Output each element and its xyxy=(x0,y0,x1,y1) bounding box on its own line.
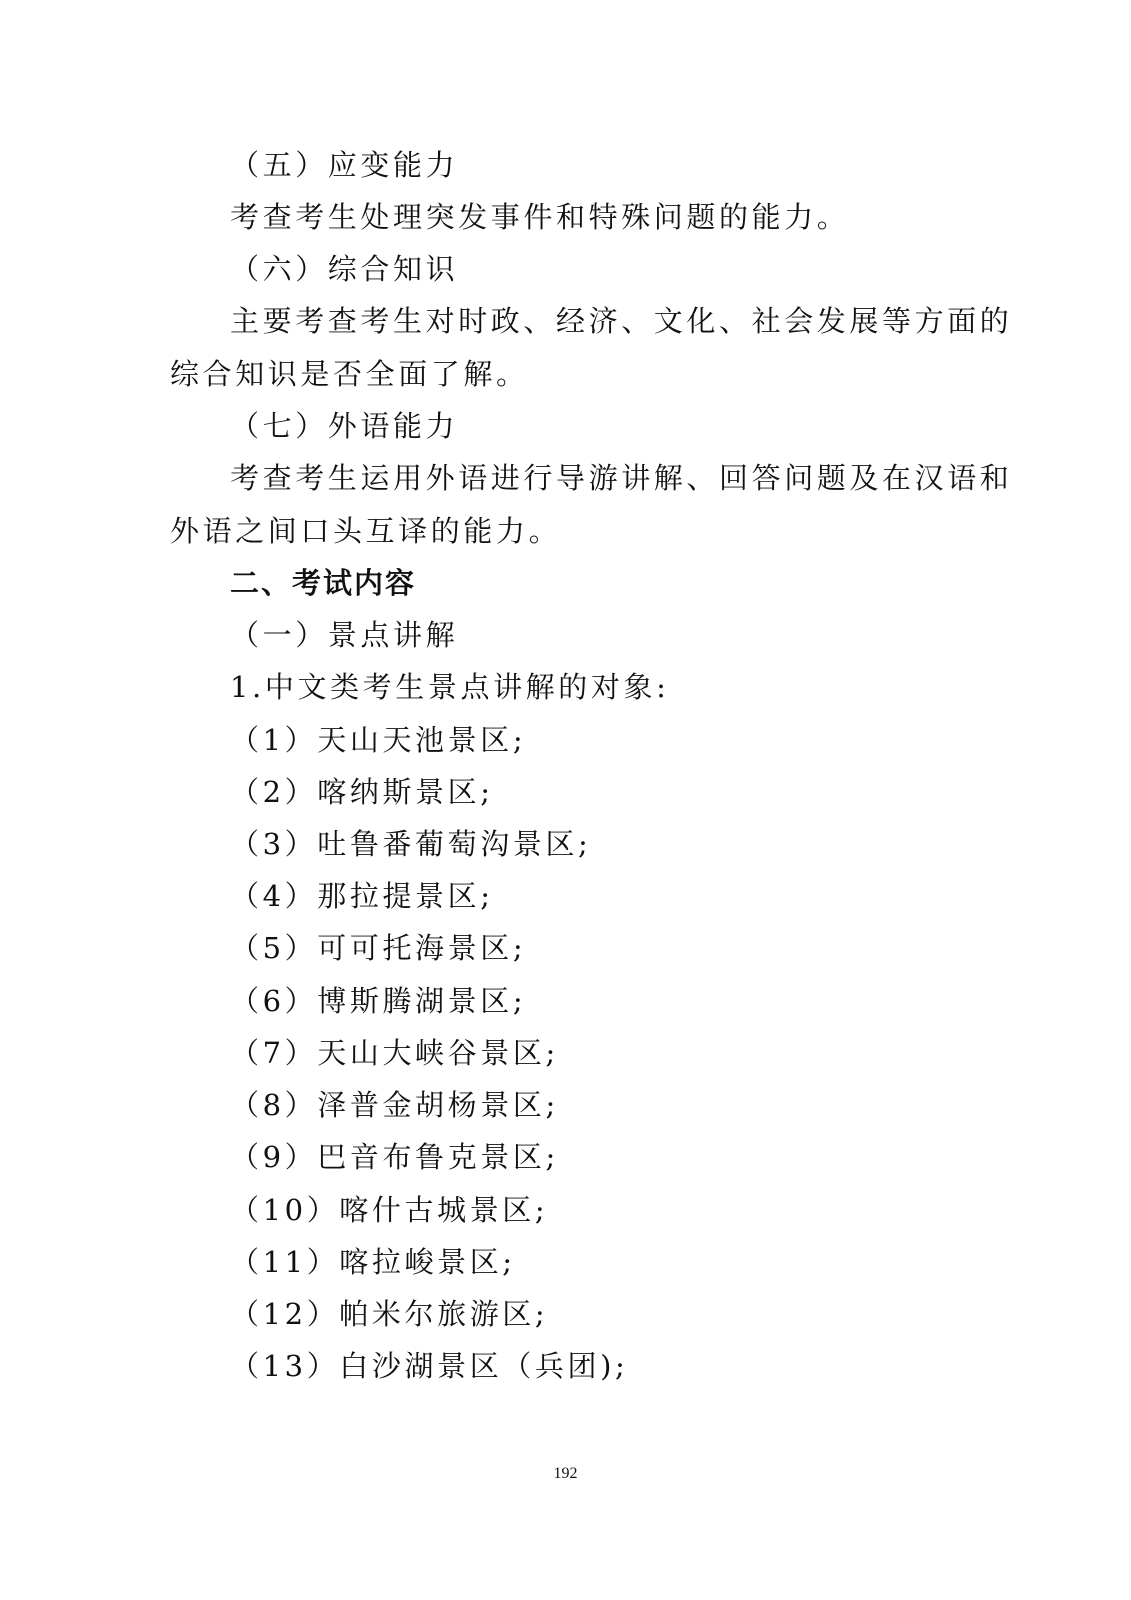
list-item: （7）天山大峡谷景区; xyxy=(230,1036,559,1070)
section-heading-scenic-explanation: （一）景点讲解 xyxy=(230,618,459,652)
list-item: （13）白沙湖景区（兵团); xyxy=(230,1349,629,1383)
list-item: （2）喀纳斯景区; xyxy=(230,775,494,809)
list-item: （3）吐鲁番葡萄沟景区; xyxy=(230,827,592,861)
list-item: （8）泽普金胡杨景区; xyxy=(230,1088,559,1122)
section-heading-exam-content: 二、考试内容 xyxy=(230,566,417,600)
section-text-foreign-language-line2: 外语之间口头互译的能力。 xyxy=(170,514,562,548)
list-item: （12）帕米尔旅游区; xyxy=(230,1297,549,1331)
list-item: （1）天山天池景区; xyxy=(230,723,527,757)
section-text-general-knowledge-line2: 综合知识是否全面了解。 xyxy=(170,357,529,391)
section-heading-general-knowledge: （六）综合知识 xyxy=(230,252,459,286)
section-text-adaptability: 考查考生处理突发事件和特殊问题的能力。 xyxy=(230,200,850,234)
page-number: 192 xyxy=(553,1465,578,1482)
section-heading-foreign-language: （七）外语能力 xyxy=(230,409,459,443)
section-heading-adaptability: （五）应变能力 xyxy=(230,148,459,182)
list-item: （11）喀拉峻景区; xyxy=(230,1245,516,1279)
list-item: （5）可可托海景区; xyxy=(230,931,527,965)
list-item: （6）博斯腾湖景区; xyxy=(230,984,527,1018)
list-item: （10）喀什古城景区; xyxy=(230,1193,549,1227)
section-text-general-knowledge-line1: 主要考查考生对时政、经济、文化、社会发展等方面的 xyxy=(230,304,1013,338)
section-text-foreign-language-line1: 考查考生运用外语进行导游讲解、回答问题及在汉语和 xyxy=(230,461,1013,495)
list-intro: 1.中文类考生景点讲解的对象: xyxy=(230,670,670,704)
list-item: （4）那拉提景区; xyxy=(230,879,494,913)
list-item: （9）巴音布鲁克景区; xyxy=(230,1140,559,1174)
